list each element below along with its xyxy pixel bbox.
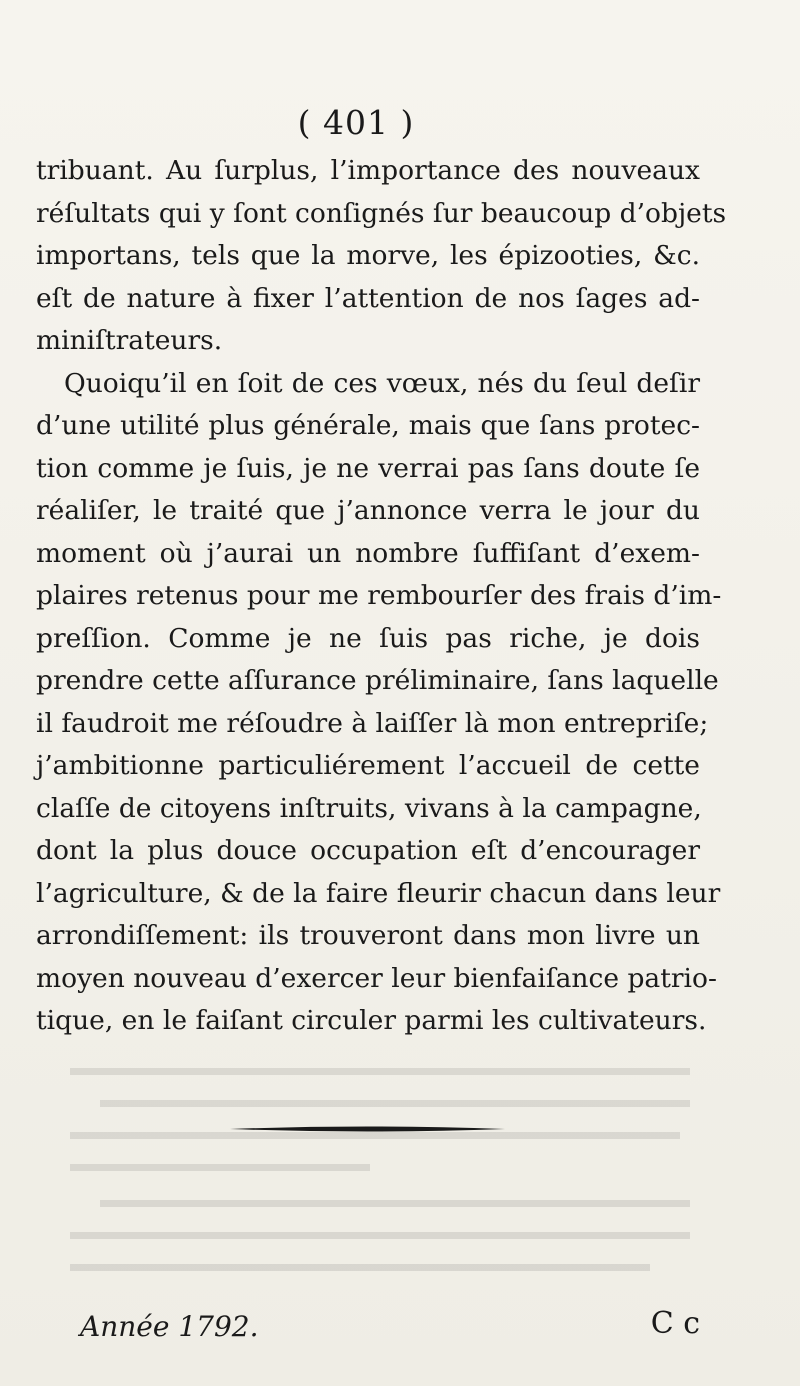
- year-note: Année 1792.: [80, 1310, 259, 1343]
- page-footer: [80, 1300, 700, 1350]
- text-line: eſt de nature à fixer l’attention de nos ſages ad-: [36, 282, 700, 314]
- text-line: Quoiqu’il en ſoit de ces vœux, nés du ſeul deſir: [64, 367, 700, 399]
- text-line: il faudroit me réſoudre à laiſſer là mon entrepriſe;: [36, 707, 709, 739]
- text-line: d’une utilité plus générale, mais que ſans protec-: [36, 410, 700, 441]
- text-line: moment où j’aurai un nombre ſuffiſant d’exem-: [36, 537, 700, 569]
- text-line: tion comme je ſuis, je ne verrai pas ſans doute ſe: [36, 452, 700, 484]
- text-line: prendre cette aſſurance préliminaire, ſans laquelle: [36, 665, 719, 696]
- ornamental-rule: [230, 1126, 505, 1132]
- text-line: dont la plus douce occupation eſt d’encourager: [36, 835, 700, 866]
- text-line: arrondiſſement: ils trouveront dans mon livre un: [36, 920, 700, 951]
- text-line: tique, en le faiſant circuler parmi les cultivateurs.: [36, 1005, 707, 1036]
- text-line: preſſion. Comme je ne ſuis pas riche, je dois: [36, 622, 700, 654]
- text-line: réaliſer, le traité que j’annonce verra le jour du: [36, 495, 700, 526]
- text-line: miniſtrateurs.: [36, 325, 223, 356]
- text-line: plaires retenus pour me rembourſer des frais d’im-: [36, 580, 722, 611]
- page-number: ( 401 ): [297, 103, 415, 142]
- text-line: réſultats qui y ſont conſignés ſur beaucoup d’objets: [36, 197, 727, 229]
- show-through-texture: [60, 1060, 720, 1290]
- text-line: l’agriculture, & de la faire fleurir chacun dans leur: [36, 877, 721, 909]
- text-line: moyen nouveau d’exercer leur bienfaiſance patrio-: [36, 962, 717, 994]
- body-text: [36, 150, 727, 1043]
- text-line: tribuant. Au ſurplus, l’importance des nouveaux: [36, 155, 700, 186]
- text-line: claſſe de citoyens inſtruits, vivans à la campagne,: [36, 792, 702, 824]
- text-line: importans, tels que la morve, les épizooties, &c.: [36, 240, 700, 271]
- signature-mark: C c: [650, 1306, 700, 1341]
- text-line: j’ambitionne particuliérement l’accueil de cette: [36, 750, 700, 781]
